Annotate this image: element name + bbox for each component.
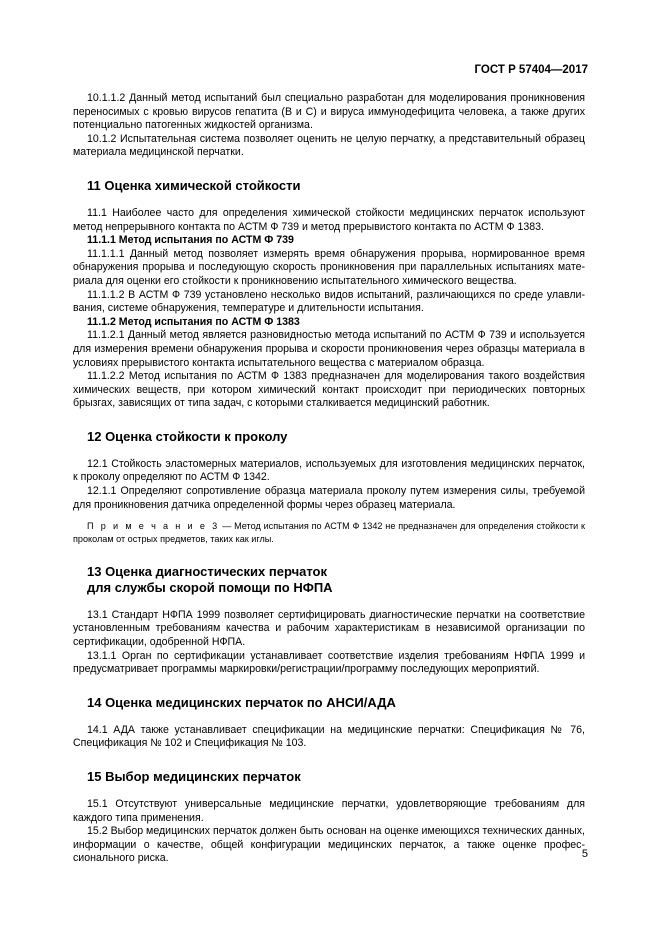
paragraph-10-1-2: 10.1.2 Испытательная система позволяет оценить не целую перчатку, а представительный образец материала медицинской перчатки. — [73, 132, 585, 159]
paragraph-11-1-2-1: 11.1.2.1 Данный метод является разновидностью метода испытаний по АСТМ Ф 739 и используется для измерения времени обнаружения прорыва и скорости проникновения через образцы материала в условиях прерывистого контакта испытательного вещества с материалом образца. — [73, 329, 585, 369]
section-13-title-line-2: для службы скорой помощи по НФПА — [87, 579, 333, 595]
section-14-title: 14 Оценка медицинских перчаток по АНСИ/АДА — [87, 694, 396, 710]
note-label: П р и м е ч а н и е 3 — [87, 521, 220, 532]
paragraph-13-1: 13.1 Стандарт НФПА 1999 позволяет сертифицировать диагностические перчатки на соответствие установленным требованиям качества и рабочим характеристикам в независимой организации по сертификации, одобренной НФПА. — [73, 608, 585, 649]
paragraph-11-1: 11.1 Наиболее часто для определения химической стойкости медицинских перчаток используют метод непрерывного контакта по АСТМ Ф 739 и метод прерывистого контакта по АСТМ Ф 1383. — [73, 206, 585, 233]
paragraph-15-2: 15.2 Выбор медицинских перчаток должен быть основан на оценке имеющихся технических данных, информации о качестве, общей конфигурации медицинских перчаток, а также оценке профессионального риска. — [73, 825, 585, 865]
paragraph-13-1-1: 13.1.1 Орган по сертификации устанавливает соответствие изделия требованиям НФПА 1999 и предусматривает программы маркировки/регистрации/программу последующих мероприятий. — [73, 649, 585, 676]
page-number: 5 — [581, 848, 588, 860]
subheading-11-1-1: 11.1.1 Метод испытания по АСТМ Ф 739 — [87, 234, 294, 247]
paragraph-11-1-1-1: 11.1.1.1 Данный метод позволяет измерять время обнаружения прорыва, нормированное время обнаружения прорыва и последующую скорость проникновения при параллельных испытаниях материала для оценки его стойкости к проникновению испытательного химического вещества. — [73, 247, 585, 287]
paragraph-10-1-1-2: 10.1.1.2 Данный метод испытаний был специально разработан для моделирования проникновения переносимых с кровью вирусов гепатита (В и С) и вируса иммунодефицита человека, а также других потенциально патогенных жидкостей организма. — [73, 92, 585, 132]
paragraph-11-1-2-2: 11.1.2.2 Метод испытания по АСТМ Ф 1383 предназначен для моделирования такого воздействия химических веществ, при котором химический контакт происходит при периодических повторных брызгах, зависящих от типа задач, с которыми сталкивается медицинский работник. — [73, 370, 585, 410]
paragraph-11-1-1-2: 11.1.1.2 В АСТМ Ф 739 установлено несколько видов испытаний, различающихся по среде улавливания, системе обнаружения, температуре и длительности испытания. — [73, 288, 585, 315]
note-3 — [73, 520, 585, 546]
section-13-title-line-1: 13 Оценка диагностических перчаток — [87, 563, 327, 579]
section-11-title: 11 Оценка химической стойкости — [87, 177, 301, 193]
note-text: — Метод испытания по АСТМ Ф 1342 не предназначен для определения стойкости к проколам от острых предметов, таких как иглы. — [73, 521, 585, 545]
paragraph-14-1: 14.1 АДА также устанавливает спецификации на медицинские перчатки: Спецификация № 76, Спецификация № 102 и Спецификация № 103. — [73, 723, 585, 750]
paragraph-12-1-1: 12.1.1 Определяют сопротивление образца материала проколу путем измерения силы, требуемой для проникновения датчика определенной формы через образец материала. — [73, 485, 585, 511]
document-code: ГОСТ Р 57404—2017 — [474, 64, 588, 76]
document-body — [73, 92, 585, 866]
section-12-title: 12 Оценка стойкости к проколу — [87, 428, 288, 444]
paragraph-12-1: 12.1 Стойкость эластомерных материалов, используемых для изготовления медицинских перчаток, к проколу определяют по АСТМ Ф 1342. — [73, 457, 585, 484]
section-15-title: 15 Выбор медицинских перчаток — [87, 769, 301, 784]
paragraph-15-1: 15.1 Отсутствуют универсальные медицинские перчатки, удовлетворяющие требованиям для каждого типа применения. — [73, 798, 585, 824]
subheading-11-1-2: 11.1.2 Метод испытания по АСТМ Ф 1383 — [87, 315, 300, 328]
